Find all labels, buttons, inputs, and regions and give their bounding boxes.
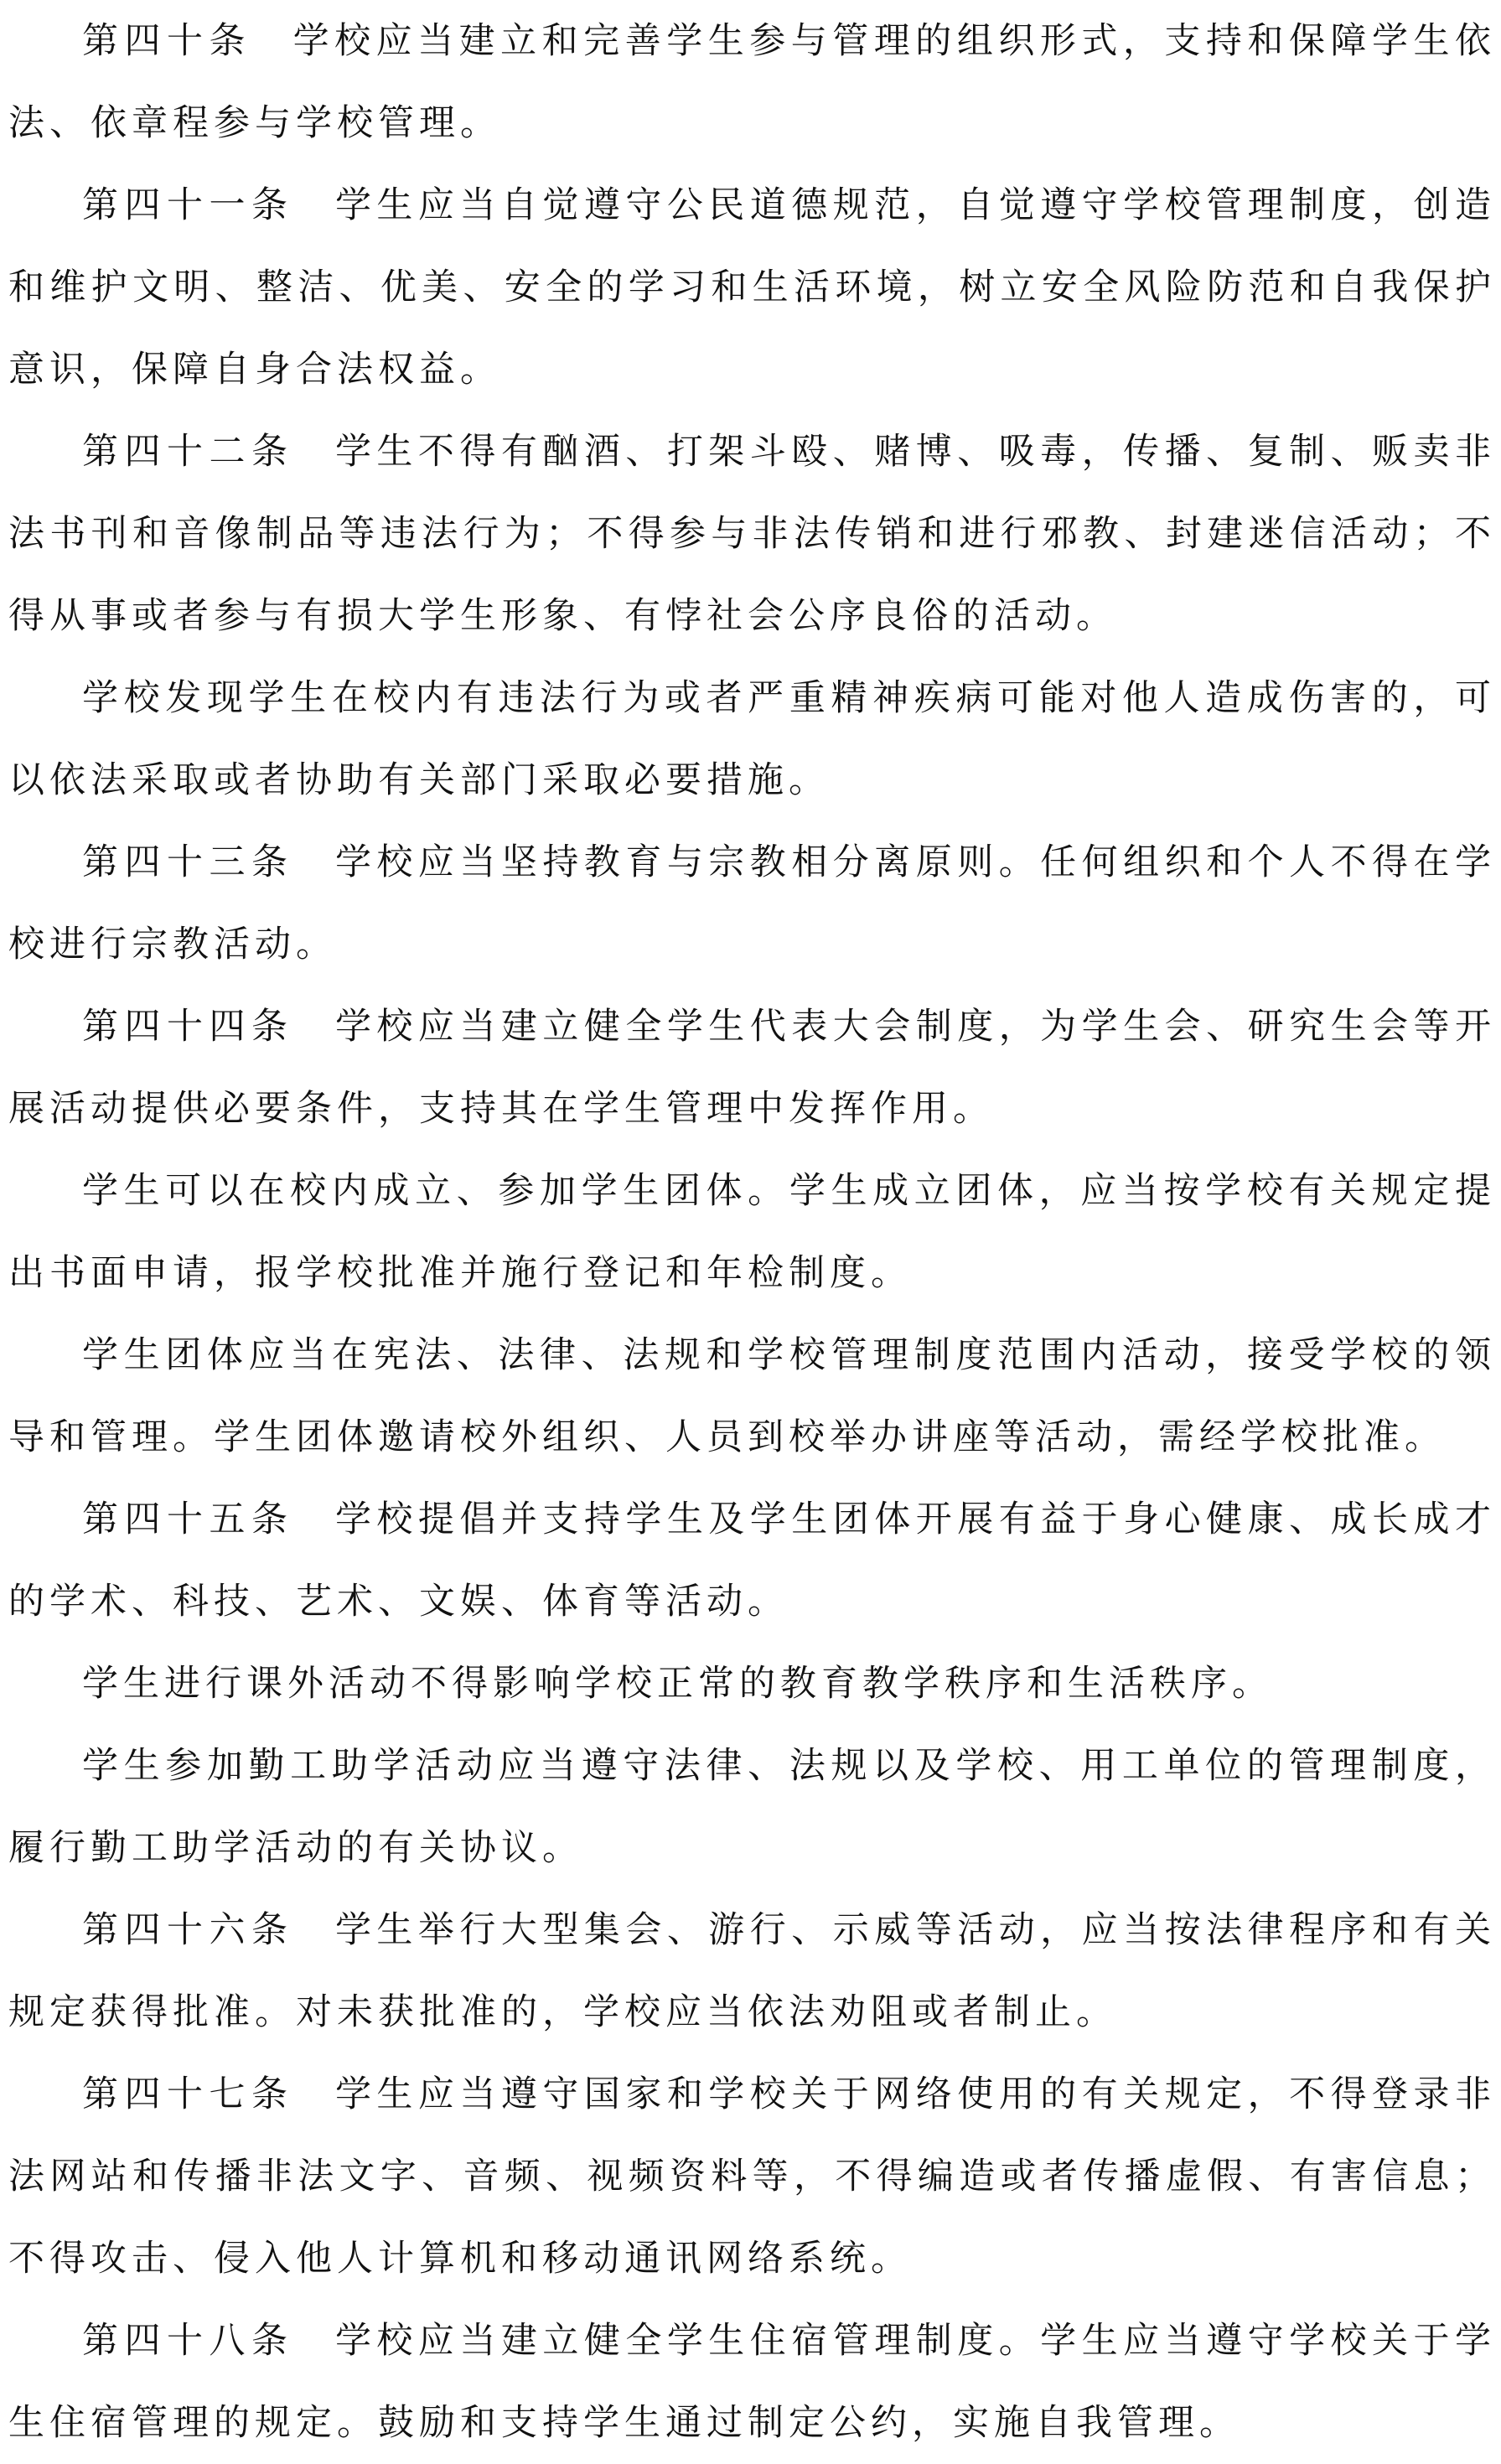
article-number: 第四十三条 — [82, 841, 294, 883]
paragraph-article-45-clause-2 — [8, 1643, 1496, 1725]
article-number: 第四十五条 — [82, 1499, 294, 1540]
document-page — [8, 0, 1497, 2444]
paragraph-article-42 — [8, 411, 1496, 657]
paragraph-text: 学生应当遵守国家和学校关于网络使用的有关规定，不得登录非法网站和传播非法文字、音频、视频资料等，不得编造或者传播虚假、有害信息；不得攻击、侵入他人计算机和移动通讯网络系统。 — [8, 2073, 1497, 2280]
paragraph-text: 学校发现学生在校内有违法行为或者严重精神疾病可能对他人造成伤害的，可以依法采取或者协助有关部门采取必要措施。 — [8, 677, 1496, 801]
paragraph-text: 学校应当坚持教育与宗教相分离原则。任何组织和个人不得在学校进行宗教活动。 — [8, 841, 1497, 965]
paragraph-article-47 — [8, 2053, 1496, 2300]
article-number: 第四十二条 — [82, 431, 294, 473]
article-number: 第四十七条 — [82, 2073, 294, 2115]
paragraph-text: 学生应当自觉遵守公民道德规范，自觉遵守学校管理制度，创造和维护文明、整洁、优美、安全的学习和生活环境，树立安全风险防范和自我保护意识，保障自身合法权益。 — [8, 184, 1497, 391]
paragraph-text: 学生举行大型集会、游行、示威等活动，应当按法律程序和有关规定获得批准。对未获批准的，学校应当依法劝阻或者制止。 — [8, 1909, 1497, 2033]
article-number: 第四十六条 — [82, 1909, 294, 1951]
article-number: 第四十条 — [82, 20, 252, 62]
paragraph-text: 学生参加勤工助学活动应当遵守法律、法规以及学校、用工单位的管理制度，履行勤工助学活动的有关协议。 — [8, 1745, 1496, 1869]
paragraph-article-48 — [8, 2300, 1496, 2464]
paragraph-article-41 — [8, 164, 1496, 411]
paragraph-text: 学生团体应当在宪法、法律、法规和学校管理制度范围内活动，接受学校的领导和管理。学生团体邀请校外组织、人员到校举办讲座等活动，需经学校批准。 — [8, 1334, 1496, 1458]
paragraph-article-45-clause-3 — [8, 1725, 1496, 1889]
paragraph-text: 学生可以在校内成立、参加学生团体。学生成立团体，应当按学校有关规定提出书面申请，报学校批准并施行登记和年检制度。 — [8, 1170, 1496, 1294]
paragraph-article-40 — [8, 0, 1496, 164]
paragraph-article-44-clause-2 — [8, 1150, 1496, 1314]
paragraph-article-43 — [8, 821, 1496, 986]
paragraph-text: 学校应当建立健全学生代表大会制度，为学生会、研究生会等开展活动提供必要条件，支持其在学生管理中发挥作用。 — [8, 1006, 1497, 1130]
article-number: 第四十四条 — [82, 1006, 294, 1048]
article-number: 第四十一条 — [82, 184, 294, 226]
paragraph-text: 学校应当建立和完善学生参与管理的组织形式，支持和保障学生依法、依章程参与学校管理。 — [8, 20, 1497, 144]
article-number: 第四十八条 — [82, 2320, 294, 2362]
paragraph-text: 学生进行课外活动不得影响学校正常的教育教学秩序和生活秩序。 — [82, 1663, 1273, 1705]
paragraph-article-44-clause-3 — [8, 1314, 1496, 1478]
paragraph-text: 学校应当建立健全学生住宿管理制度。学生应当遵守学校关于学生住宿管理的规定。鼓励和支持学生通过制定公约，实施自我管理。 — [8, 2320, 1497, 2444]
paragraph-article-45 — [8, 1478, 1496, 1643]
paragraph-text: 学生不得有酗酒、打架斗殴、赌博、吸毒，传播、复制、贩卖非法书刊和音像制品等违法行为；不得参与非法传销和进行邪教、封建迷信活动；不得从事或者参与有损大学生形象、有悖社会公序良俗的活动。 — [8, 431, 1497, 637]
paragraph-text: 学校提倡并支持学生及学生团体开展有益于身心健康、成长成才的学术、科技、艺术、文娱、体育等活动。 — [8, 1499, 1497, 1623]
paragraph-article-46 — [8, 1889, 1496, 2053]
paragraph-article-44 — [8, 986, 1496, 1150]
paragraph-article-42-clause-2 — [8, 657, 1496, 821]
